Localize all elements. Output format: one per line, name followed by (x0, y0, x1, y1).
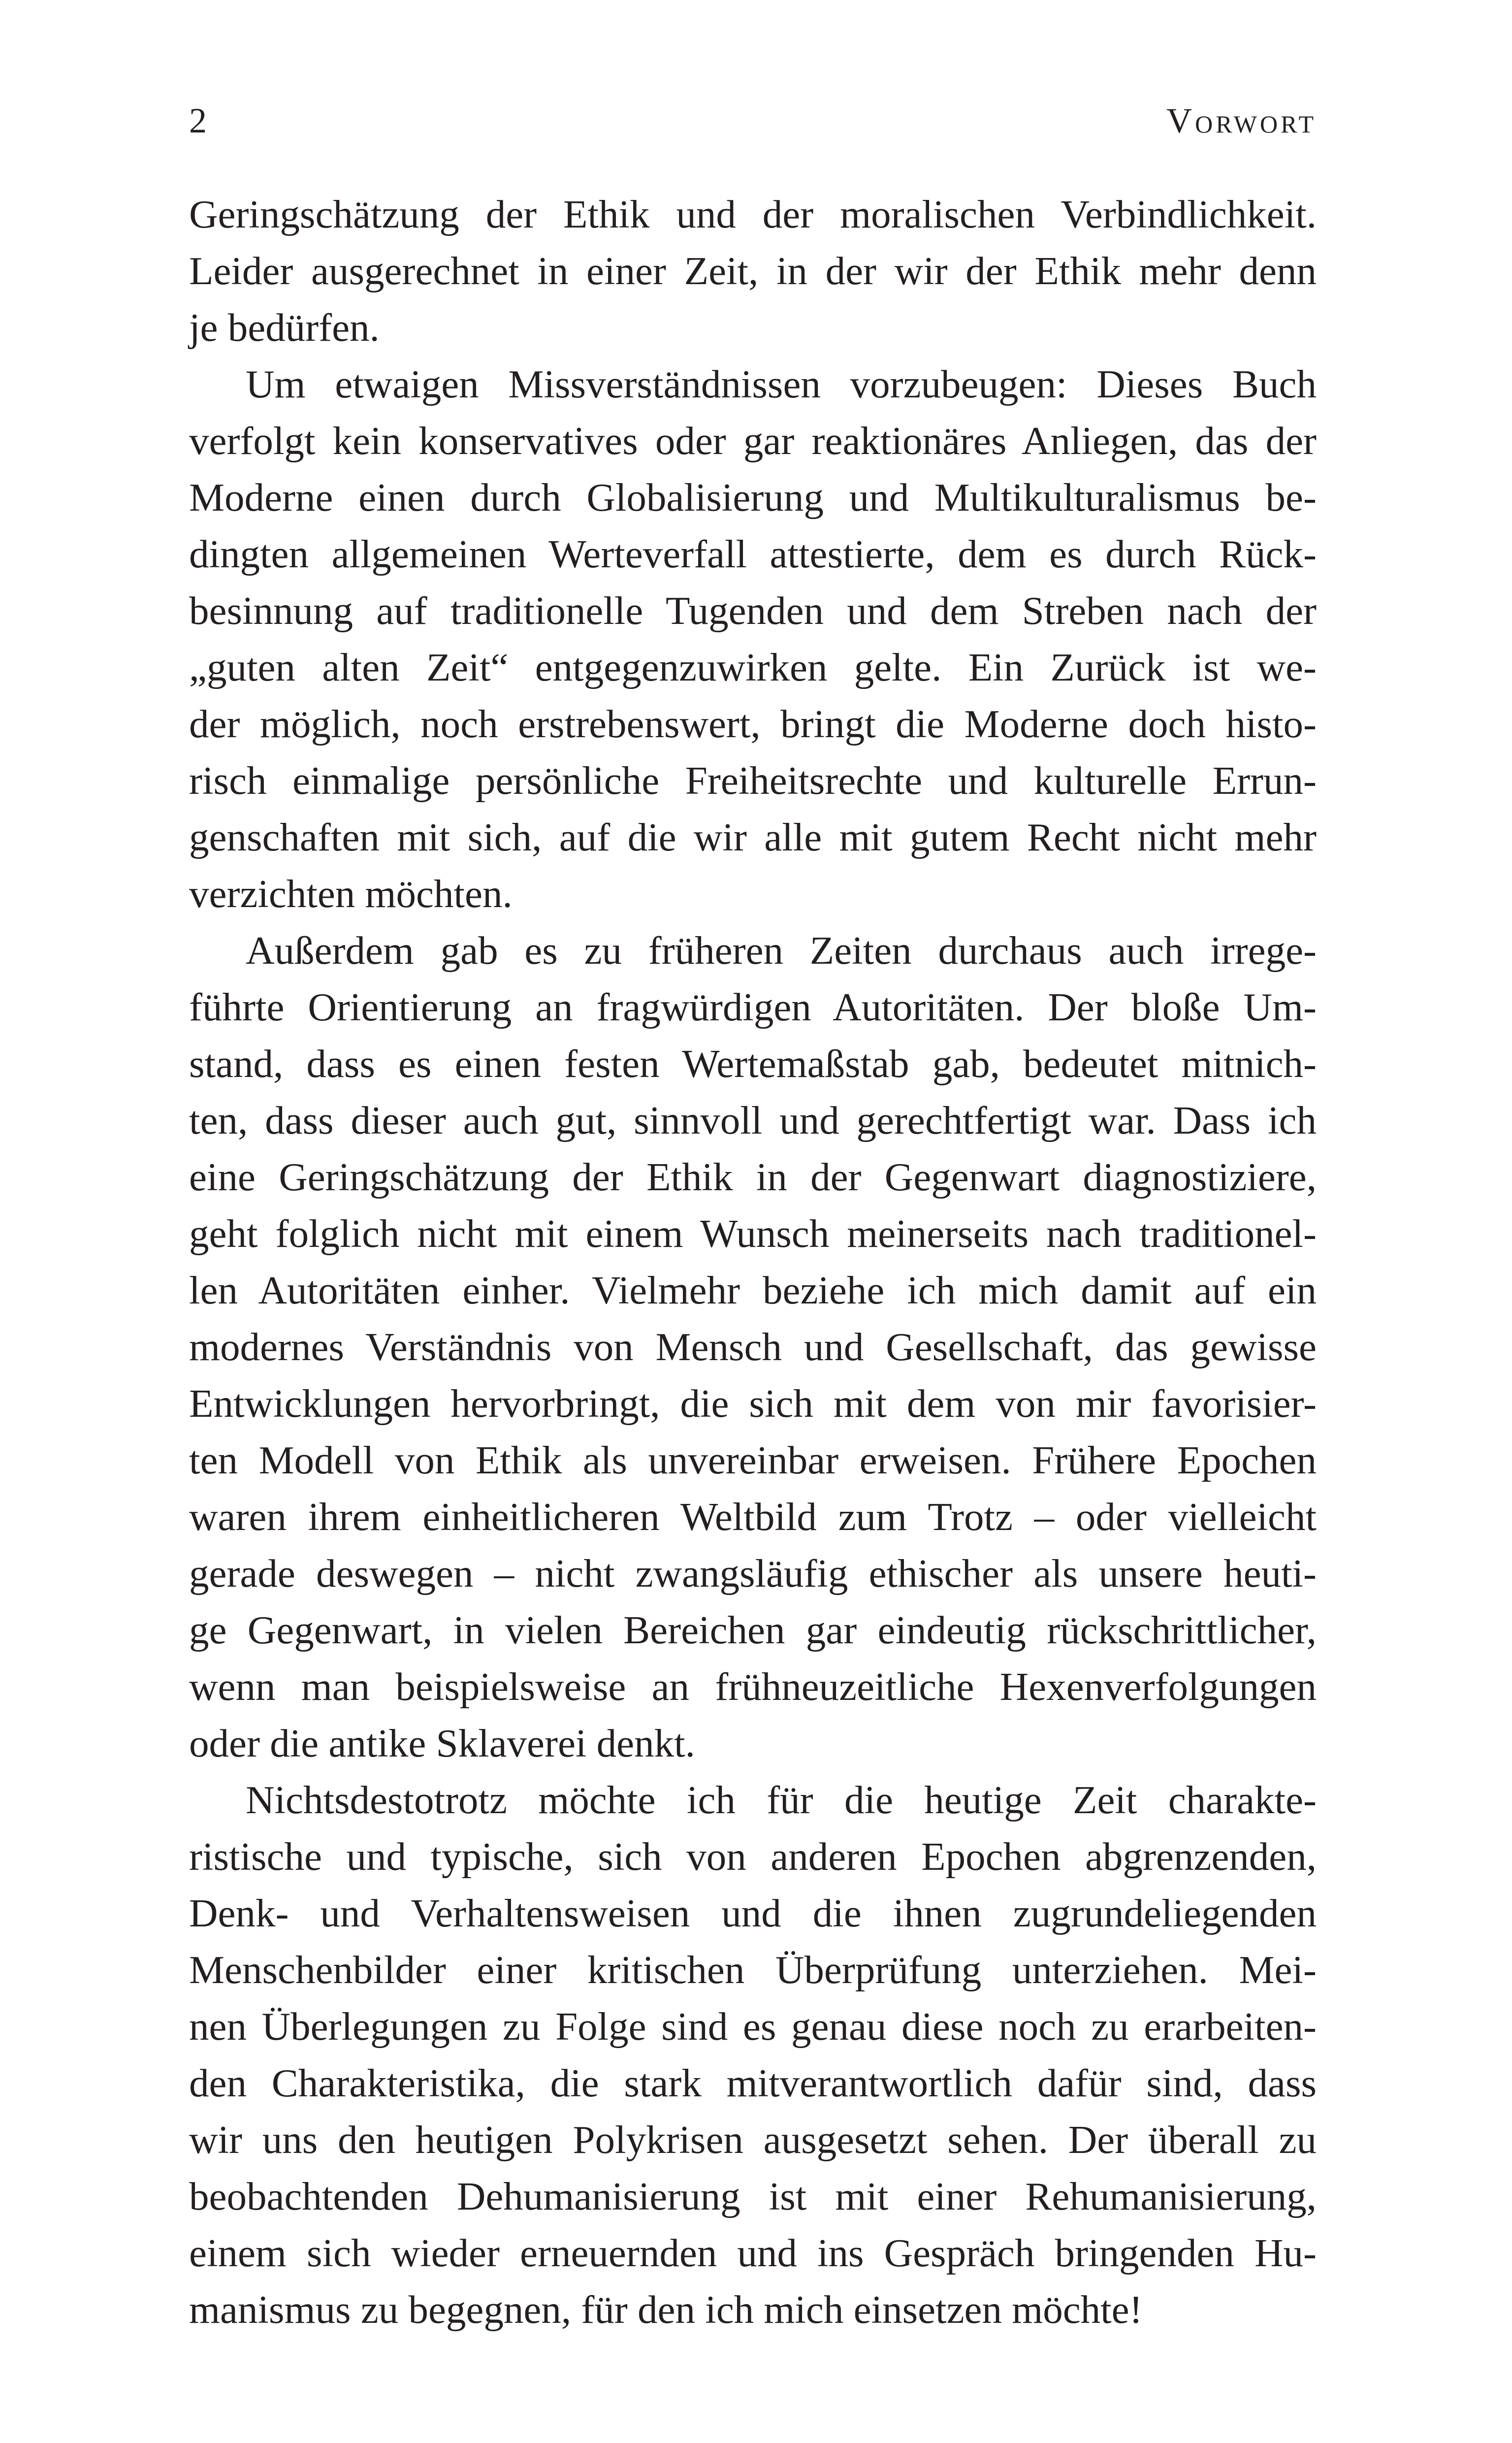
text-line: „guten alten Zeit“ entgegenzuwirken gelte. Ein Zurück ist we- (189, 645, 1317, 689)
text-line: wir uns den heutigen Polykrisen ausgesetzt sehen. Der überall zu (189, 2117, 1317, 2162)
text-line: Geringschätzung der Ethik und der moralischen Verbindlichkeit. (189, 192, 1317, 236)
text-line: ristische und typische, sich von anderen Epochen abgrenzenden, (189, 1834, 1317, 1879)
text-line: nen Überlegungen zu Folge sind es genau diese noch zu erarbeiten- (189, 2004, 1317, 2049)
text-line: waren ihrem einheitlicheren Weltbild zum Trotz – oder vielleicht (189, 1495, 1317, 1539)
text-line: beobachtenden Dehumanisierung ist mit einer Rehumanisierung, (189, 2174, 1317, 2218)
text-line: Außerdem gab es zu früheren Zeiten durchaus auch irrege- (246, 928, 1317, 973)
chapter-title: Vorwort (1166, 101, 1317, 140)
text-line: je bedürfen. (189, 305, 380, 350)
text-line: der möglich, noch erstrebenswert, bringt die Moderne doch histo- (189, 702, 1317, 746)
text-line: stand, dass es einen festen Wertemaßstab gab, bedeutet mitnich- (189, 1042, 1317, 1086)
text-line: gerade deswegen – nicht zwangsläufig ethischer als unsere heuti- (189, 1551, 1317, 1596)
text-line: Um etwaigen Missverständnissen vorzubeugen: Dieses Buch (246, 362, 1317, 406)
text-line: den Charakteristika, die stark mitverantwortlich dafür sind, dass (189, 2061, 1317, 2105)
text-line: dingten allgemeinen Werteverfall attestierte, dem es durch Rück- (189, 532, 1317, 576)
text-line: Leider ausgerechnet in einer Zeit, in der wir der Ethik mehr denn (189, 249, 1317, 293)
text-line: oder die antike Sklaverei denkt. (189, 1721, 695, 1765)
text-line: Denk- und Verhaltensweisen und die ihnen zugrundeliegenden (189, 1891, 1317, 1935)
text-line: ge Gegenwart, in vielen Bereichen gar eindeutig rückschrittlicher, (189, 1608, 1317, 1652)
text-line: genschaften mit sich, auf die wir alle mit gutem Recht nicht mehr (189, 815, 1317, 859)
text-line: Moderne einen durch Globalisierung und Multikulturalismus be- (189, 475, 1317, 520)
text-line: modernes Verständnis von Mensch und Gesellschaft, das gewisse (189, 1325, 1317, 1369)
text-line: geht folglich nicht mit einem Wunsch meinerseits nach traditionel- (189, 1211, 1317, 1256)
text-line: besinnung auf traditionelle Tugenden und dem Streben nach der (189, 588, 1317, 633)
text-line: len Autoritäten einher. Vielmehr beziehe ich mich damit auf ein (189, 1268, 1317, 1312)
text-line: verfolgt kein konservatives oder gar reaktionäres Anliegen, das der (189, 419, 1317, 463)
text-line: manismus zu begegnen, für den ich mich einsetzen möchte! (189, 2287, 1143, 2332)
text-line: Entwicklungen hervorbringt, die sich mit dem von mir favorisier- (189, 1381, 1317, 1426)
text-line: einem sich wieder erneuernden und ins Gespräch bringenden Hu- (189, 2231, 1317, 2275)
paragraph (189, 186, 1317, 356)
text-line: wenn man beispielsweise an frühneuzeitliche Hexenverfolgungen (189, 1664, 1317, 1709)
body-text (189, 186, 1317, 2338)
text-line: risch einmalige persönliche Freiheitsrechte und kulturelle Errun- (189, 758, 1317, 803)
text-line: führte Orientierung an fragwürdigen Autoritäten. Der bloße Um- (189, 985, 1317, 1029)
paragraph (189, 1772, 1317, 2338)
text-line: Nichtsdestotrotz möchte ich für die heutige Zeit charakte- (246, 1778, 1317, 1822)
running-head (189, 98, 1317, 143)
text-line: ten, dass dieser auch gut, sinnvoll und gerechtfertigt war. Dass ich (189, 1098, 1317, 1142)
page-number: 2 (189, 101, 207, 140)
paragraph (189, 356, 1317, 922)
text-line: verzichten möchten. (189, 872, 513, 916)
paragraph (189, 922, 1317, 1772)
text-line: eine Geringschätzung der Ethik in der Gegenwart diagnostiziere, (189, 1155, 1317, 1199)
text-line: ten Modell von Ethik als unvereinbar erweisen. Frühere Epochen (189, 1438, 1317, 1482)
text-line: Menschenbilder einer kritischen Überprüfung unterziehen. Mei- (189, 1948, 1317, 1992)
